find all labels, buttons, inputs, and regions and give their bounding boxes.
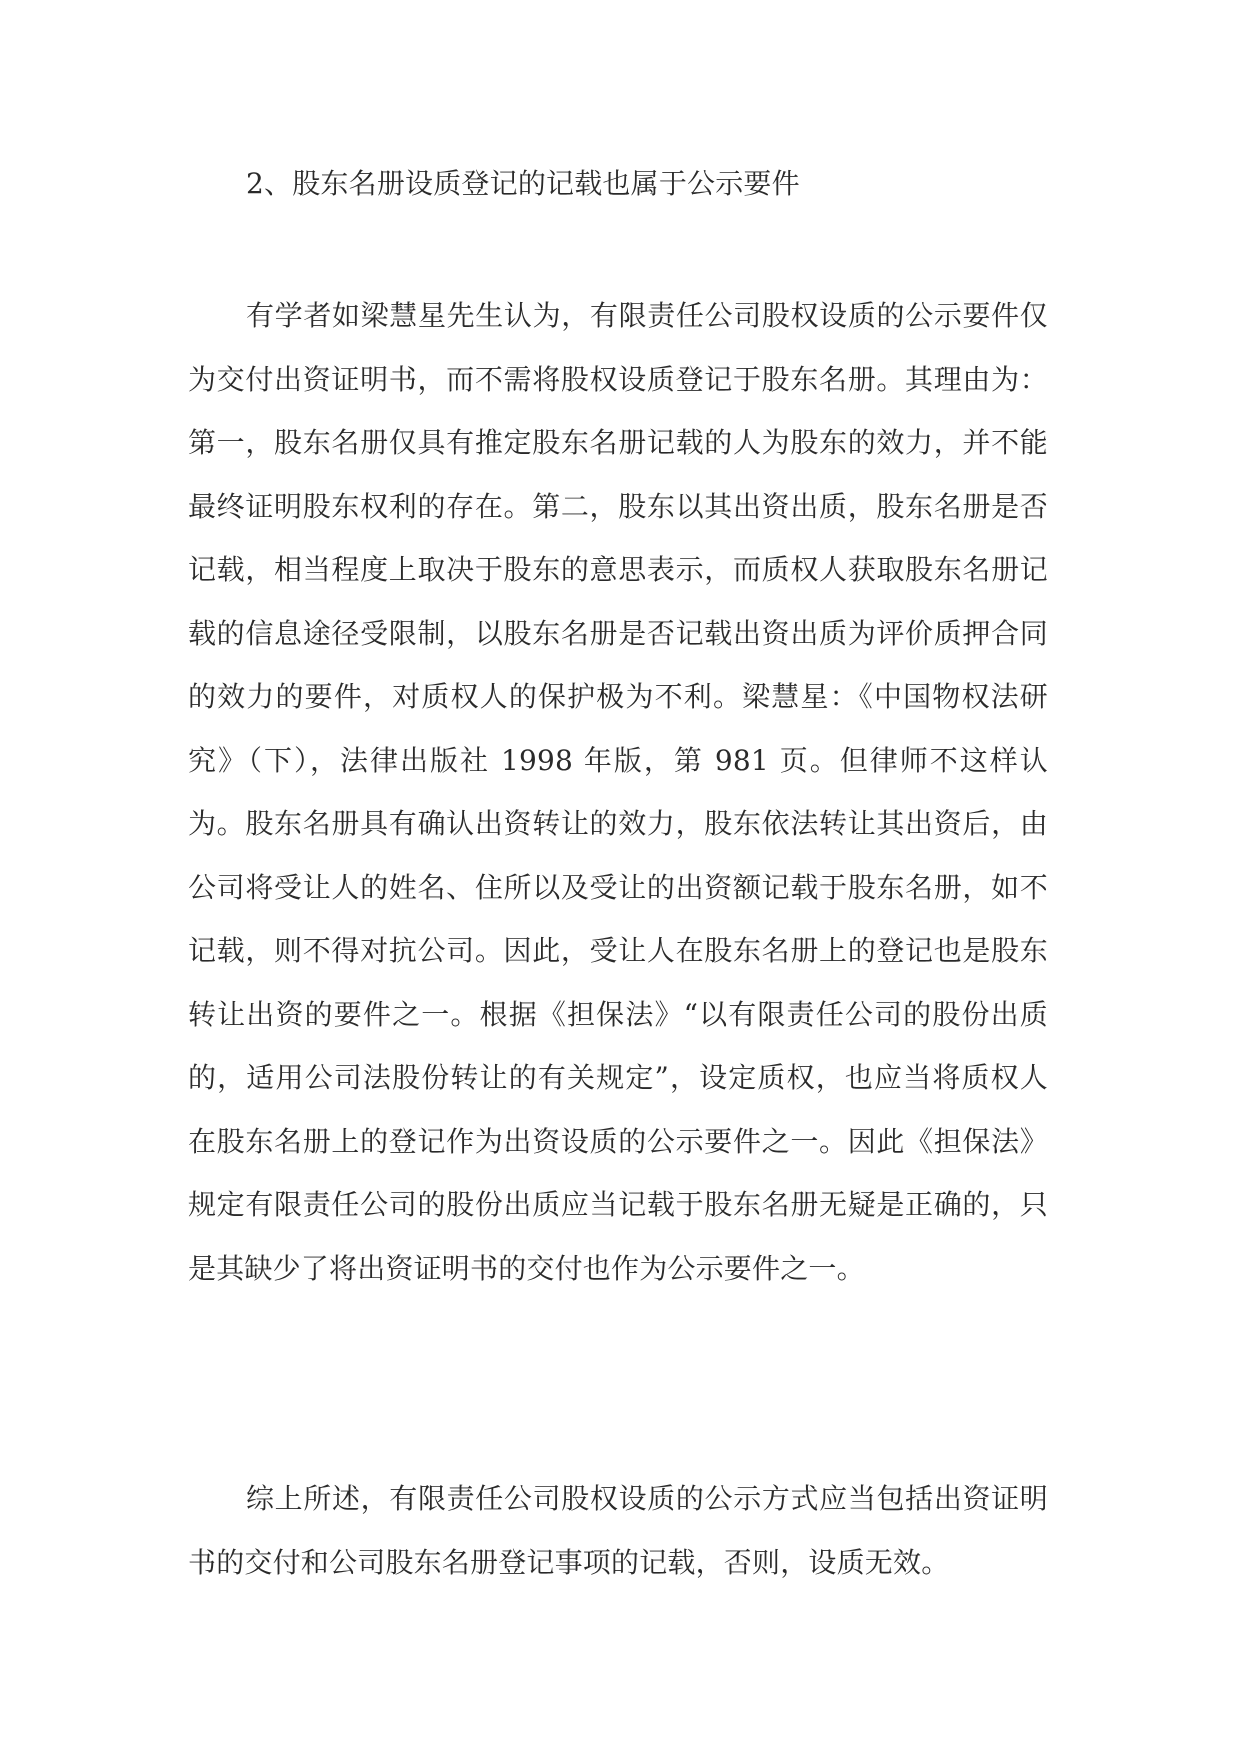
section-heading: 2、股东名册设质登记的记载也属于公示要件 [246, 167, 800, 200]
body-paragraph: 有学者如梁慧星先生认为，有限责任公司股权设质的公示要件仅为交付出资证明书，而不需将股权设质登记于股东名册。其理由为：第一，股东名册仅具有推定股东名册记载的人为股东的效力，并不能最终证明股东权利的存在。第二，股东以其出资出质，股东名册是否记载，相当程度上取决于股东的意思表示，而质权人获取股东名册记载的信息途径受限制，以股东名册是否记载出资出质为评价质押合同的效力的要件，对质权人的保护极为不利。梁慧星：《中国物权法研究》（下），法律出版社 1998 年版，第 981 页。但律师不这样认为。股东名册具有确认出资转让的效力，股东依法转让其出资后，由公司将受让人的姓名、住所以及受让的出资额记载于股东名册，如不记载，则不得对抗公司。因此，受让人在股东名册上的登记也是股东转让出资的要件之一。根据《担保法》“以有限责任公司的股份出质的，适用公司法股份转让的有关规定”，设定质权，也应当将质权人在股东名册上的登记作为出资设质的公示要件之一。因此《担保法》规定有限责任公司的股份出质应当记载于股东名册无疑是正确的，只是其缺少了将出资证明书的交付也作为公示要件之一。 [188, 299, 1048, 1285]
conclusion-paragraph: 综上所述，有限责任公司股权设质的公示方式应当包括出资证明书的交付和公司股东名册登记事项的记载，否则，设质无效。 [188, 1482, 1048, 1579]
